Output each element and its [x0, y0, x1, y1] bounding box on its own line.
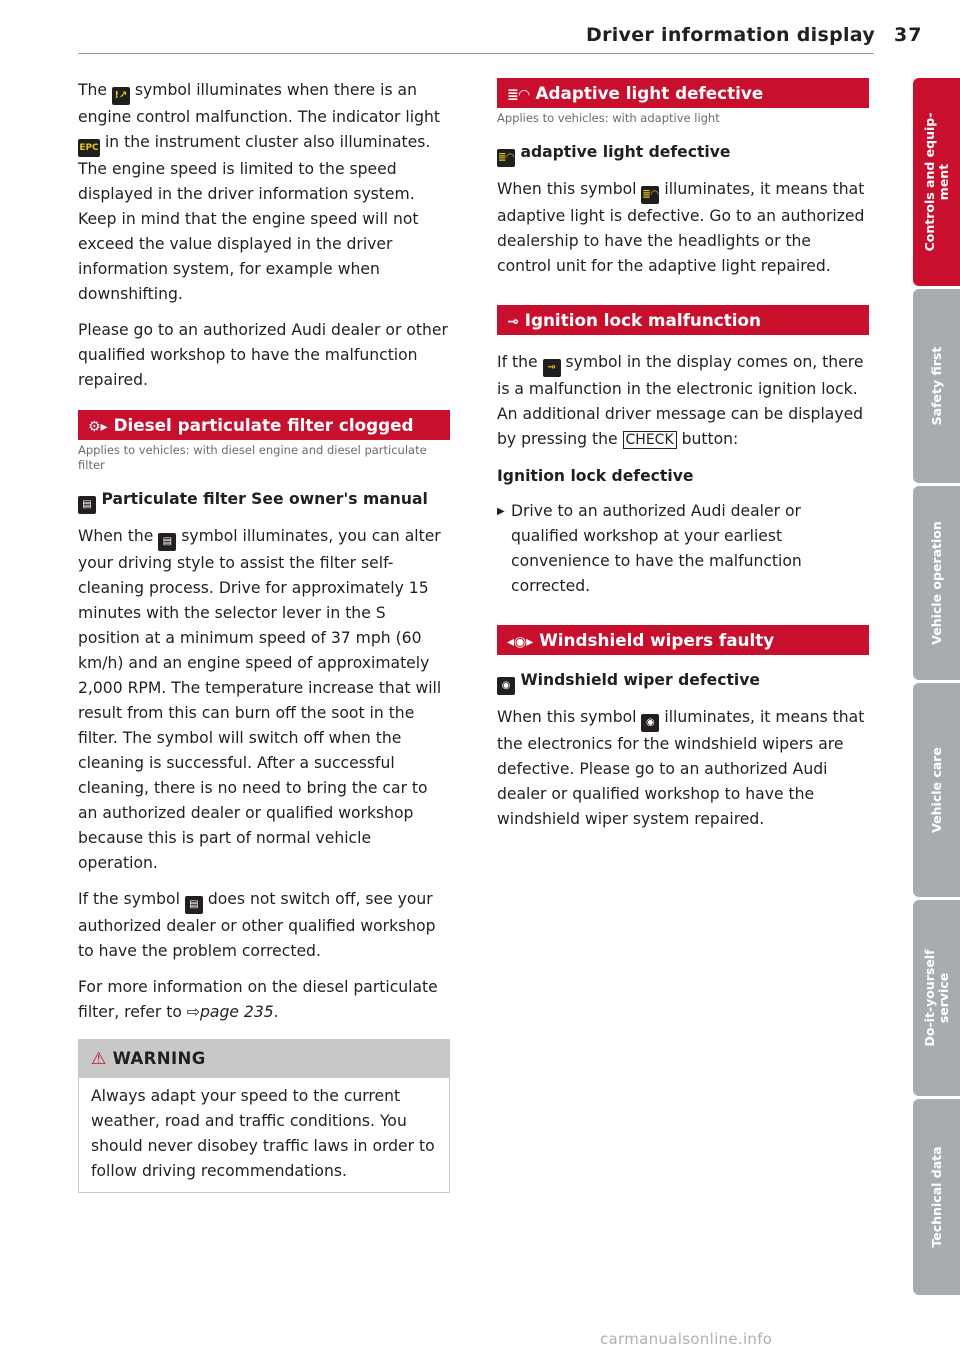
tab-do-it-yourself-service[interactable]: Do-it-yourself service: [913, 900, 960, 1096]
left-column: [78, 78, 450, 1193]
check-button-keycap: CHECK: [623, 431, 677, 449]
windshield-wiper-icon: ◉: [641, 714, 659, 732]
adaptive-light-paragraph: When this symbol ≣◠ illuminates, it means that adaptive light is defective. Go to an authorized dealership to have the headlights or the control unit for the adaptive light repaired.: [497, 180, 865, 275]
header-rule: [78, 53, 874, 54]
dpf-section-heading: ⚙▸ Diesel particulate filter clogged: [78, 410, 450, 440]
tab-safety-first[interactable]: Safety first: [913, 289, 960, 483]
particulate-filter-icon: ⚙▸: [88, 419, 108, 435]
warning-header: ⚠ WARNING: [79, 1040, 449, 1078]
dpf-subheading: ▤ Particulate filter See owner's manual: [78, 487, 450, 514]
wipers-section-heading: ◂◉▸ Windshield wipers faulty: [497, 625, 869, 655]
ignition-key-icon: ⊸: [507, 314, 519, 330]
ignition-section-heading: ⊸ Ignition lock malfunction: [497, 305, 869, 335]
wipers-paragraph: When this symbol ◉ illuminates, it means that the electronics for the windshield wipers are defective. Please go to an authorized Audi dealer or qualified workshop to have the windshield wiper system repaired.: [497, 708, 865, 828]
arrow-right-icon: ⇨: [186, 1003, 200, 1021]
repair-paragraph: Please go to an authorized Audi dealer or other qualified workshop to have the malfunction repaired.: [78, 321, 448, 389]
adaptive-light-icon: ≣◠: [641, 186, 659, 204]
ignition-bullet: ▶ Drive to an authorized Audi dealer or qualified workshop at your earliest convenience to have the malfunction corrected.: [497, 499, 869, 599]
right-column: [497, 78, 869, 843]
tab-controls-and-equipment[interactable]: Controls and equip- ment: [913, 78, 960, 286]
running-header-title: Driver information display: [586, 24, 876, 46]
adaptive-light-applies-note: Applies to vehicles: with adaptive light: [497, 111, 720, 125]
warning-triangle-icon: ⚠: [91, 1049, 107, 1069]
adaptive-light-subheading: ≣◠ adaptive light defective: [497, 140, 869, 167]
dpf-paragraph: When the ▤ symbol illuminates, you can alter your driving style to assist the filter self-cleaning process. Drive for approximately 15 minutes with the selector lever in the S position at a minimum speed of 37 mph (60 km/h) and an engine speed of approximately 2,000 RPM. The temperature increase that will result from this can burn off the soot in the filter. The symbol will switch off when the cleaning is successful. After a successful cleaning, there is no need to bring the car to an authorized dealer or qualified workshop because this is part of normal vehicle operation.: [78, 527, 442, 872]
adaptive-light-section-heading: ≣◠ Adaptive light defective: [497, 78, 869, 108]
dpf-reference-paragraph: For more information on the diesel particulate filter, refer to ⇨page 235.: [78, 978, 438, 1021]
tab-vehicle-care[interactable]: Vehicle care: [913, 683, 960, 897]
ignition-paragraph: If the ⊸ symbol in the display comes on, there is a malfunction in the electronic ignition lock. An additional driver message can be displayed by pressing the CHECK button:: [497, 353, 864, 448]
watermark-footer: carmanualsonline.info: [600, 1330, 773, 1348]
ignition-subheading: Ignition lock defective: [497, 467, 694, 485]
particulate-filter-icon: ▤: [158, 533, 176, 551]
windshield-wiper-icon: ◉: [497, 677, 515, 695]
adaptive-light-icon: ≣◠: [507, 87, 530, 103]
page-reference-link[interactable]: page 235: [200, 1003, 274, 1021]
engine-speed-limit-icon: !↗: [112, 87, 130, 105]
warning-box: [78, 1039, 450, 1193]
dpf-not-off-paragraph: If the symbol ▤ does not switch off, see your authorized dealer or other qualified workshop to have the problem corrected.: [78, 890, 436, 960]
windshield-wiper-icon: ◂◉▸: [507, 634, 534, 650]
tab-technical-data[interactable]: Technical data: [913, 1099, 960, 1295]
dpf-applies-note: Applies to vehicles: with diesel engine and diesel particulate filter: [78, 443, 427, 472]
engine-malfunction-paragraph: The !↗ symbol illuminates when there is an engine control malfunction. The indicator light EPC in the instrument cluster also illuminates. The engine speed is limited to the speed displayed in the driver information system. Keep in mind that the engine speed will not exceed the value displayed in the driver information system, for example when downshifting.: [78, 81, 440, 303]
bullet-arrow-icon: ▶: [497, 506, 505, 517]
particulate-filter-icon: ▤: [78, 496, 96, 514]
wipers-subheading: ◉ Windshield wiper defective: [497, 668, 869, 695]
page-number: 37: [894, 24, 923, 46]
tab-vehicle-operation[interactable]: Vehicle operation: [913, 486, 960, 680]
warning-text: Always adapt your speed to the current weather, road and traffic conditions. You should never disobey traffic laws in order to follow driving recommendations.: [91, 1087, 435, 1180]
epc-icon: EPC: [78, 139, 100, 157]
particulate-filter-icon: ▤: [185, 896, 203, 914]
adaptive-light-icon: ≣◠: [497, 149, 515, 167]
ignition-key-icon: ⊸: [543, 359, 561, 377]
